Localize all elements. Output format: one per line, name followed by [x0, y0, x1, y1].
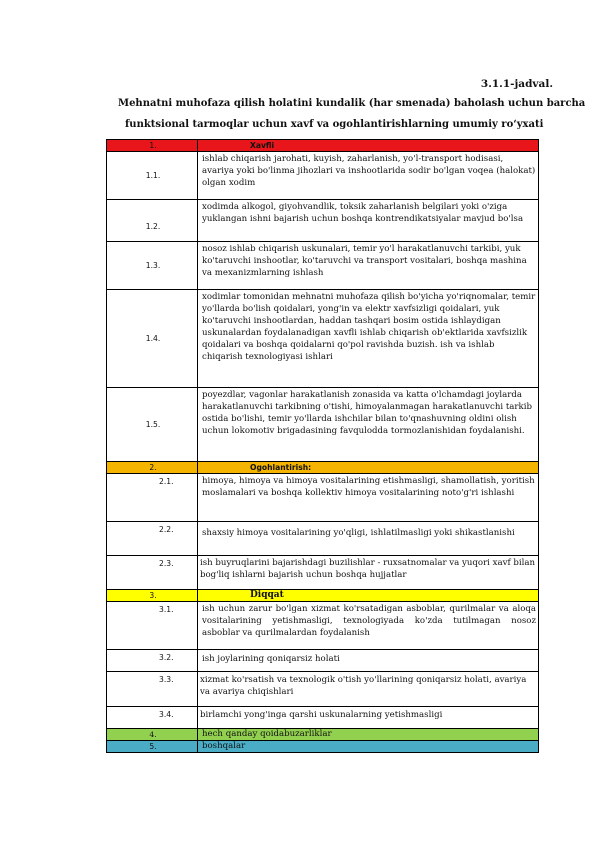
row-number: 3.1. [107, 602, 198, 650]
section-number: 1. [107, 140, 198, 152]
table-row [107, 602, 539, 650]
section-number: 5. [107, 741, 198, 753]
table-row [107, 388, 539, 462]
table-row [107, 672, 539, 707]
row-number: 2.2. [107, 522, 198, 556]
row-text: shaxsiy himoya vositalarining yo'qligi, ishlatilmasligi yoki shikastlanishi [198, 522, 539, 556]
row-text: xodimda alkogol, giyohvandlik, toksik zaharlanish belgilari yoki o'ziga yuklangan ishni bajarish uchun boshqa kontrendikatsiyalar mavjud bo'lsa [198, 200, 539, 242]
section-label: boshqalar [198, 741, 539, 753]
row-text: ish joylarining qoniqarsiz holati [198, 650, 539, 672]
row-text: poyezdlar, vagonlar harakatlanish zonasida va katta o'lchamdagi joylarda harakatlanuvchi tarkibning o'tishi, himoyalanmagan harakatlanuvchi tarkib ostida bo'lishi, temir yo'llarda ishchilar bilan to'qnashuvning oldini olish uchun lokomotiv brigadasining favqulodda tormozlanishidan foydalanishi. [198, 388, 539, 462]
table-row [107, 152, 539, 200]
table-row [107, 290, 539, 388]
section-fine-row [107, 741, 539, 753]
section-number: 2. [107, 462, 198, 474]
section-danger-row [107, 140, 539, 152]
row-number: 1.5. [107, 388, 198, 462]
table-row [107, 707, 539, 729]
title-line-2: funktsional tarmoqlar uchun xavf va ogohlantirishlarning umumiy ro‘yxati [125, 119, 544, 130]
row-number: 2.1. [107, 474, 198, 522]
section-attention-row [107, 590, 539, 602]
row-text: himoya, himoya va himoya vositalarining etishmasligi, shamollatish, yoritish moslamalari va boshqa kollektiv himoya vositalarining noto'g'ri ishlashi [198, 474, 539, 522]
table-row [107, 522, 539, 556]
row-text: xodimlar tomonidan mehnatni muhofaza qilish bo'yicha yo'riqnomalar, temir yo'llarda bo'lish qoidalari, yong'in va elektr xavfsizligi qoidalari, yuk ko'taruvchi inshootlardan, haddan tashqari bosim ostida ishlaydigan uskunalardan foydalanadigan xavfli ishlab chiqarish ob'ektlarida xavfsizlik qoidalari va boshqa qoidalarni qo'pol ravishda buzish. ish va ishlab chiqarish texnologiyasi ishlari [198, 290, 539, 388]
section-number: 4. [107, 729, 198, 741]
row-number: 3.3. [107, 672, 198, 707]
section-number: 3. [107, 590, 198, 602]
table-row [107, 242, 539, 290]
row-number: 1.2. [107, 200, 198, 242]
row-text: ishlab chiqarish jarohati, kuyish, zaharlanish, yo'l-transport hodisasi, avariya yoki bo'linma jihozlari va inshootlarida sodir bo'lgan voqea (halokat) olgan xodim [198, 152, 539, 200]
table-row [107, 650, 539, 672]
row-text: ish uchun zarur bo'lgan xizmat ko'rsatadigan asboblar, qurilmalar va aloqa vositalarining yetishmasligi, texnologiyada ko'zda tutilmagan nosoz asboblar va qurilmalardan foydalanish [198, 602, 539, 650]
table-row [107, 474, 539, 522]
row-text: nosoz ishlab chiqarish uskunalari, temir yo'l harakatlanuvchi tarkibi, yuk ko'taruvchi inshootlar, ko'taruvchi va transport vositalari, boshqa mashina va mexanizmlarning ishlash [198, 242, 539, 290]
section-label: Ogohlantirish: [198, 462, 539, 474]
section-label: Xavfli [198, 140, 539, 152]
section-label: Diqqat [198, 590, 539, 602]
row-number: 1.3. [107, 242, 198, 290]
row-text: xizmat ko'rsatish va texnologik o'tish yo'llarining qoniqarsiz holati, avariya va avariya chiqishlari [198, 672, 539, 707]
table-number: 3.1.1-jadval. [480, 78, 553, 90]
row-number: 1.4. [107, 290, 198, 388]
table-row [107, 556, 539, 590]
table-row [107, 200, 539, 242]
row-number: 2.3. [107, 556, 198, 590]
row-text: birlamchi yong'inga qarshi uskunalarning yetishmasligi [198, 707, 539, 729]
section-none-row [107, 729, 539, 741]
table-title [100, 93, 586, 135]
row-number: 3.4. [107, 707, 198, 729]
title-line-1: Mehnatni muhofaza qilish holatini kundalik (har smenada) baholash uchun barcha [118, 98, 586, 109]
hazard-table [106, 139, 539, 753]
row-number: 3.2. [107, 650, 198, 672]
row-text: ish buyruqlarini bajarishdagi buzilishlar - ruxsatnomalar va yuqori xavf bilan bog'liq ishlarni bajarish uchun boshqa hujjatlar [198, 556, 539, 590]
row-number: 1.1. [107, 152, 198, 200]
section-label: hech qanday qoidabuzarliklar [198, 729, 539, 741]
section-warning-row [107, 462, 539, 474]
